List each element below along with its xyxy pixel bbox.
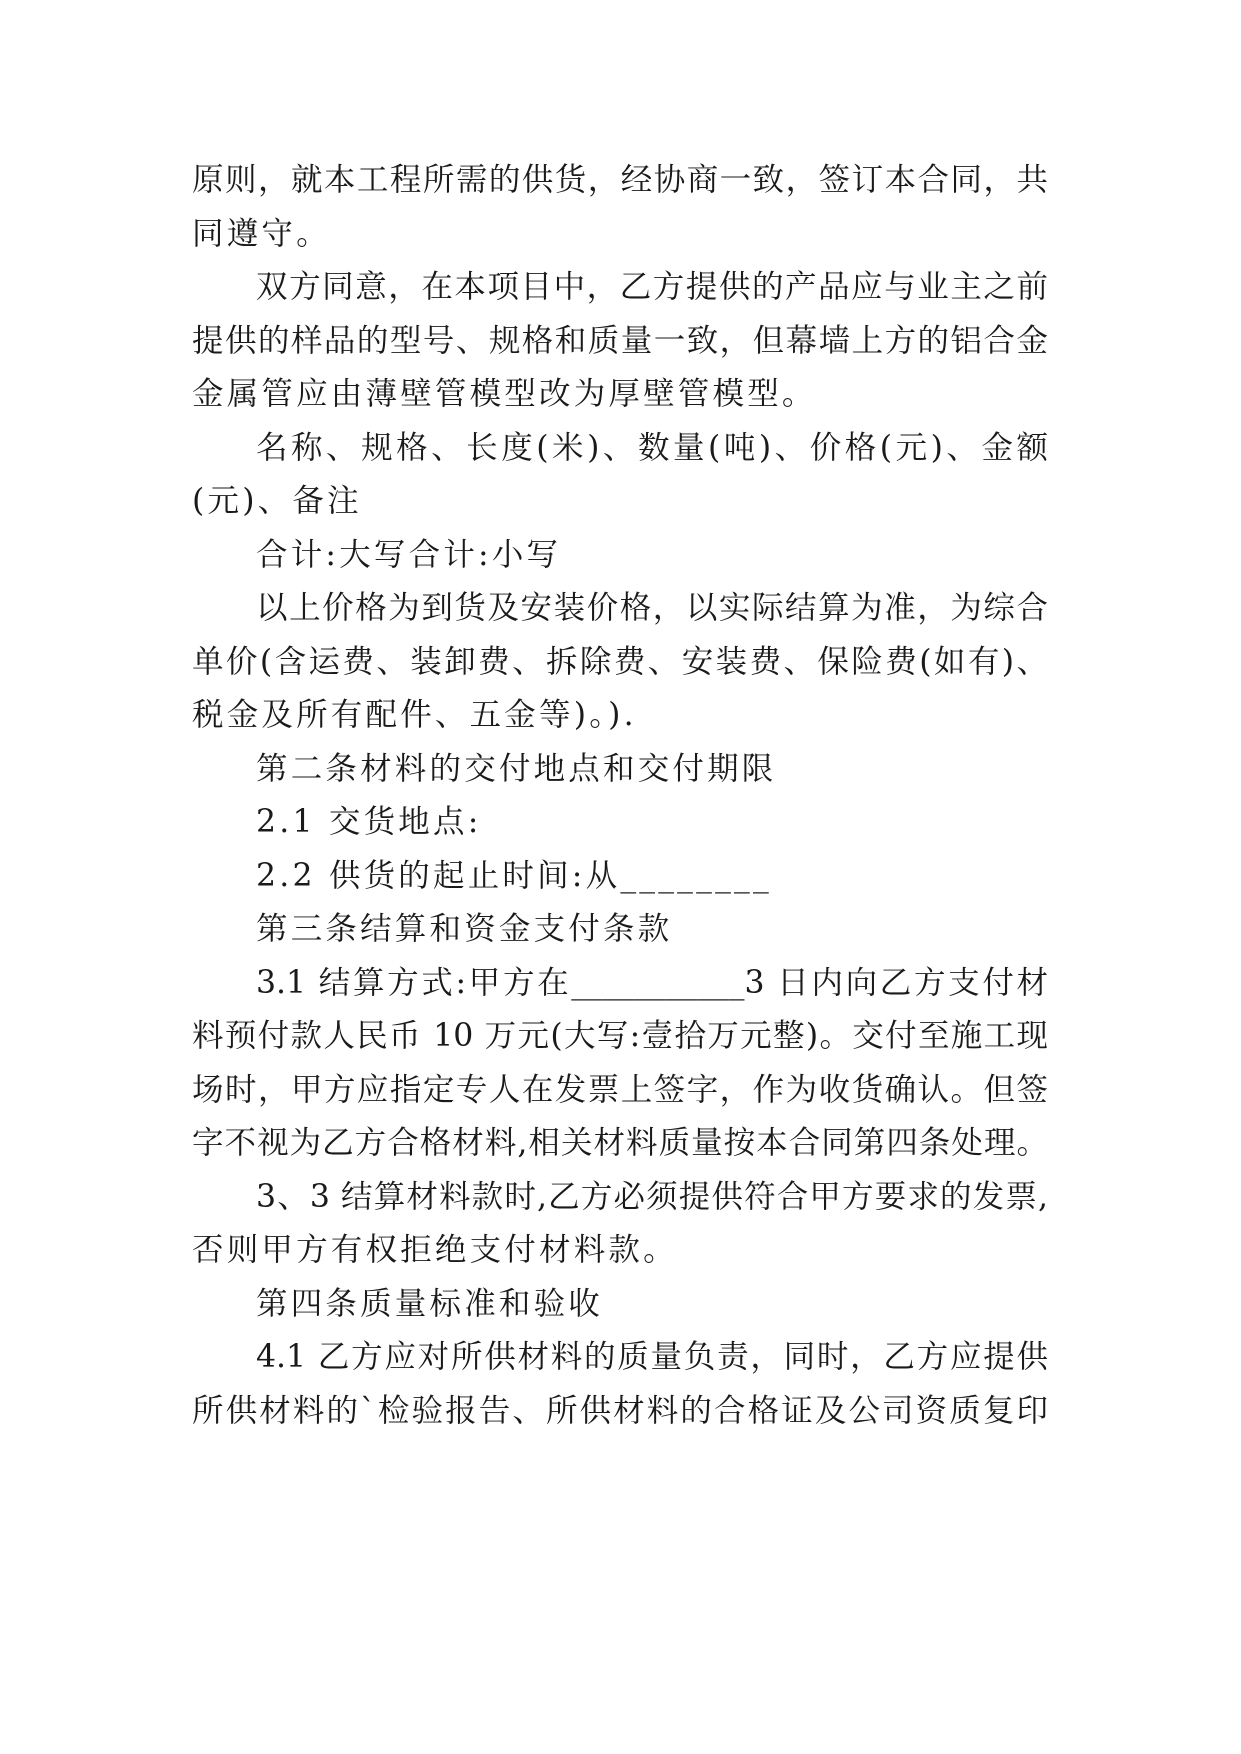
paragraph-start-line: 名称、规格、长度(米)、数量(吨)、价格(元)、金额 bbox=[256, 430, 1048, 466]
section-heading: 第二条材料的交付地点和交付期限 bbox=[256, 751, 777, 787]
body-text-line: 单价(含运费、装卸费、拆除费、安装费、保险费(如有)、 bbox=[192, 644, 1048, 680]
body-text-line: 料预付款人民币 10 万元(大写:壹拾万元整)。交付至施工现 bbox=[192, 1018, 1048, 1054]
body-text-line: 原则，就本工程所需的供货，经协商一致，签订本合同，共 bbox=[192, 162, 1048, 198]
body-text-line: 所供材料的`检验报告、所供材料的合格证及公司资质复印 bbox=[192, 1393, 1048, 1429]
body-text-line: (元)、备注 bbox=[192, 483, 362, 519]
clause-line: 2.1 交货地点: bbox=[256, 804, 482, 840]
paragraph-start-line: 双方同意，在本项目中，乙方提供的产品应与业主之前 bbox=[256, 269, 1048, 305]
body-text-line: 场时，甲方应指定专人在发票上签字，作为收货确认。但签 bbox=[192, 1072, 1048, 1108]
section-heading: 第三条结算和资金支付条款 bbox=[256, 911, 673, 947]
body-text-line: 同遵守。 bbox=[192, 216, 331, 252]
clause-line: 3.1 结算方式:甲方在___________3 日内向乙方支付材 bbox=[256, 965, 1048, 1001]
clause-line: 4.1 乙方应对所供材料的质量负责，同时，乙方应提供 bbox=[256, 1339, 1048, 1375]
clause-line: 2.2 供货的起止时间:从________ bbox=[256, 858, 772, 894]
body-text-line: 字不视为乙方合格材料,相关材料质量按本合同第四条处理。 bbox=[192, 1125, 1048, 1161]
body-text-line: 税金及所有配件、五金等)。). bbox=[192, 697, 637, 733]
paragraph-start-line: 以上价格为到货及安装价格，以实际结算为准，为综合 bbox=[256, 590, 1048, 626]
clause-line: 3、3 结算材料款时,乙方必须提供符合甲方要求的发票, bbox=[256, 1179, 1048, 1215]
section-heading: 第四条质量标准和验收 bbox=[256, 1286, 604, 1322]
body-text-line: 金属管应由薄壁管模型改为厚壁管模型。 bbox=[192, 376, 817, 412]
paragraph-start-line: 合计:大写合计:小写 bbox=[256, 537, 562, 573]
body-text-line: 否则甲方有权拒绝支付材料款。 bbox=[192, 1232, 678, 1268]
body-text-line: 提供的样品的型号、规格和质量一致，但幕墙上方的铝合金 bbox=[192, 323, 1048, 359]
